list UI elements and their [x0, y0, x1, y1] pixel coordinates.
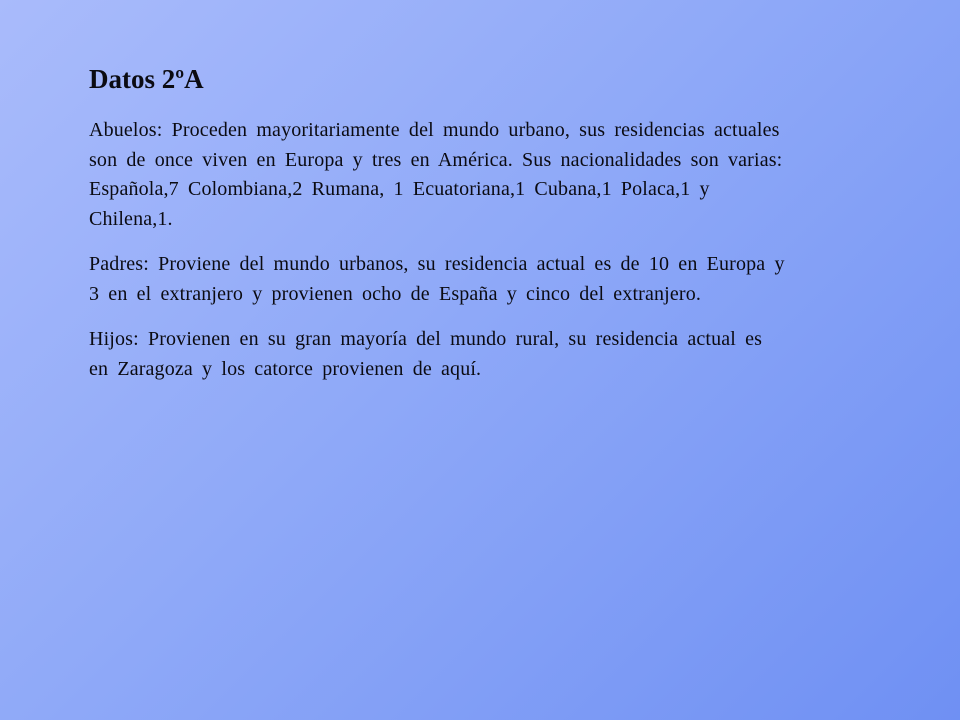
paragraph-padres: Padres: Proviene del mundo urbanos, su residencia actual es de 10 en Europa y 3 en el extranjero y provienen ocho de España y cinco del extranjero. — [89, 253, 785, 305]
paragraph-hijos: Hijos: Provienen en su gran mayoría del mundo rural, su residencia actual es en Zaragoza y los catorce provienen de aquí. — [89, 328, 763, 380]
paragraph-abuelos: Abuelos: Proceden mayoritariamente del mundo urbano, sus residencias actuales son de once viven en Europa y tres en América. Sus nacionalidades son varias: Española,7 Colombiana,2 Rumana, 1 Ecuatoriana,1 Cubana,1 Polaca,1 y Chilena,1. — [89, 119, 783, 230]
slide-title: Datos 2ºA — [89, 64, 204, 94]
slide-body — [89, 116, 789, 400]
